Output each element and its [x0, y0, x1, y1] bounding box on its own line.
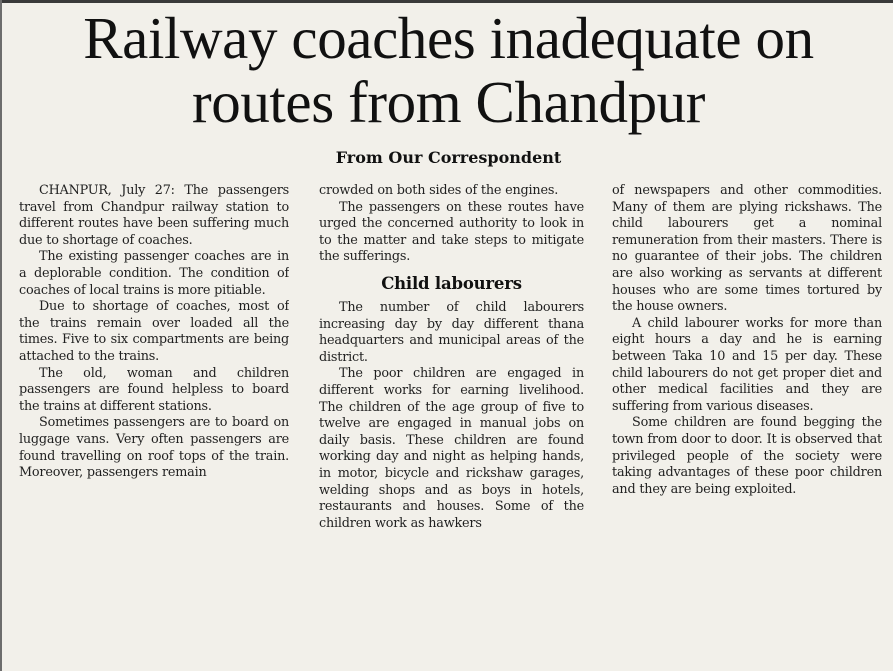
column-2 [319, 183, 584, 667]
column-1 [19, 183, 289, 667]
paragraph: The number of child labourers increasing day by day different thana headquarters and municipal areas of the district. [319, 299, 584, 365]
paragraph: A child labourer works for more than eight hours a day and he is earning between Taka 10 and 15 per day. These child labourers do not get proper diet and other medical facilities and they are suffering from various diseases. [612, 315, 882, 414]
paragraph: The existing passenger coaches are in a deplorable condition. The condition of coaches of local trains is more pitiable. [19, 249, 289, 298]
paragraph: CHANPUR, July 27: The passengers travel from Chandpur railway station to different routes have been suffering much due to shortage of coaches. [19, 183, 289, 248]
headline [2, 6, 893, 134]
paragraph: The poor children are engaged in different works for earning livelihood. The children of the age group of five to twelve are engaged in manual jobs on daily basis. These children are found working day and night as helping hands, in motor, bicycle and rickshaw garages, welding shops and as boys in hotels, restaurants and houses. Some of the children work as hawkers [319, 366, 584, 531]
byline: From Our Correspondent [335, 148, 562, 167]
paragraph: Some children are found begging the town from door to door. It is observed that privileged people of the society were taking advantages of these poor children and they are being exploited. [612, 415, 882, 497]
paragraph: Due to shortage of coaches, most of the trains remain over loaded all the times. Five to six compartments are being attached to the trains. [19, 299, 289, 364]
headline-line-2: routes from Chandpur [191, 69, 706, 135]
column-3 [612, 183, 882, 667]
headline-line-1: Railway coaches inadequate on [83, 5, 814, 71]
paragraph-continued: of newspapers and other commodities. Many of them are plying rickshaws. The child labourers get a nominal remuneration from their masters. There is no guarantee of their jobs. The children are also working as servants at different houses who are some times tortured by the house owners. [612, 183, 882, 315]
paragraph: Sometimes passengers are to board on luggage vans. Very often passengers are found travelling on roof tops of the train. Moreover, passengers remain [19, 415, 289, 481]
top-rule [2, 0, 893, 3]
paragraph-continued: crowded on both sides of the engines. [319, 183, 559, 198]
subheading: Child labourers [381, 273, 522, 293]
paragraph: The old, woman and children passengers are found helpless to board the trains at different stations. [19, 365, 289, 414]
paragraph: The passengers on these routes have urged the concerned authority to look in to the matter and take steps to mitigate the sufferings. [319, 199, 584, 265]
